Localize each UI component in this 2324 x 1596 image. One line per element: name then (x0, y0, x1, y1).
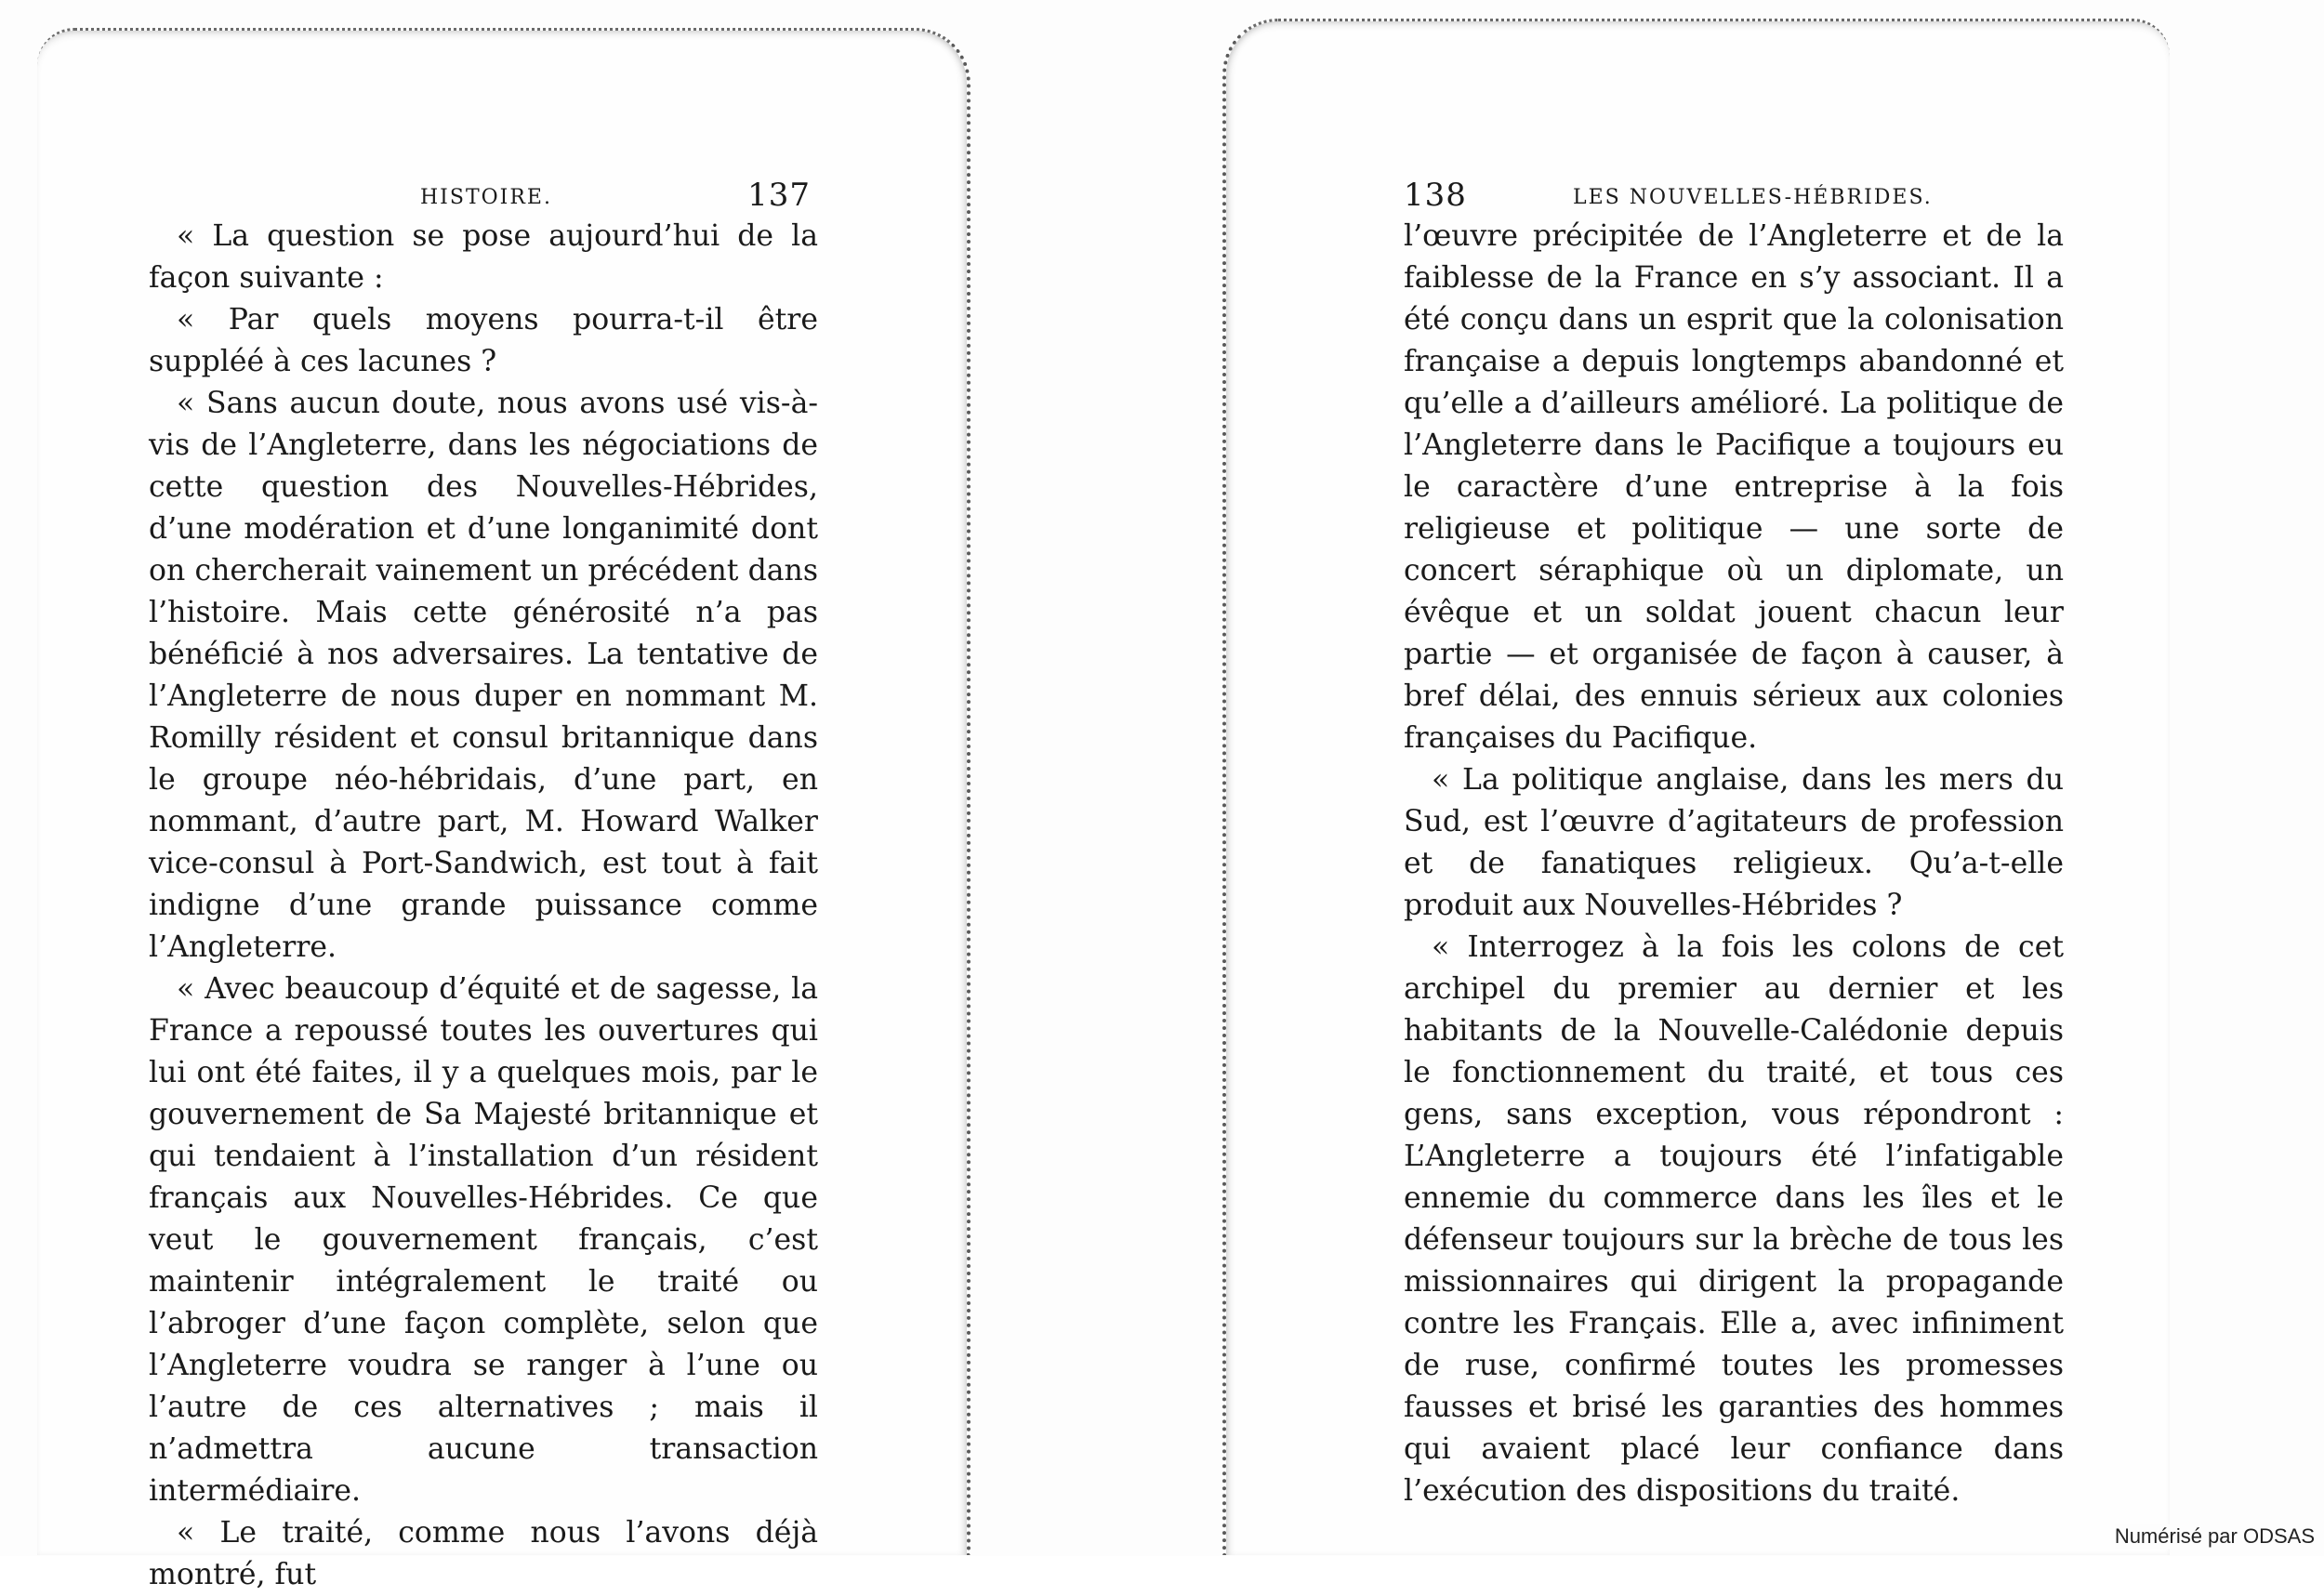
right-body-text (1404, 216, 2064, 1512)
paragraph: « La question se pose aujourd’hui de la façon suivante : (149, 219, 818, 295)
paragraph: l’œuvre précipitée de l’Angleterre et de la faiblesse de la France en s’y associant. Il a été conçu dans un esprit que la colonisation française a depuis longtemps abandonné et qu’elle a d’ailleurs amélioré. La politique de l’Angleterre dans le Pacifique a toujours eu le caractère d’une entreprise à la fois religieuse et politique — une sorte de concert séraphique où un diplomate, un évêque et un soldat jouent chacun leur partie — et organisée de façon à causer, à bref délai, des ennuis sérieux aux colonies françaises du Pacifique. (1404, 219, 2064, 755)
paragraph: « Avec beaucoup d’équité et de sagesse, la France a repoussé toutes les ouvertures qui lui ont été faites, il y a quelques mois, par le gouvernement de Sa Majesté britannique et qui tendaient à l’installation d’un résident français aux Nouvelles-Hébrides. Ce que veut le gouvernement français, c’est maintenir intégralement le traité ou l’abroger d’une façon complète, selon que l’Angleterre voudra se ranger à l’une ou l’autre de ces alternatives ; mais il n’admettra aucune transaction intermédiaire. (149, 972, 818, 1508)
left-page (149, 177, 818, 1596)
right-running-title: LES NOUVELLES-HÉBRIDES. (1573, 186, 1933, 209)
right-page (1404, 177, 2064, 1512)
left-running-head (149, 177, 818, 214)
paragraph: « Le traité, comme nous l’avons déjà montré, fut (149, 1516, 818, 1591)
left-running-title: HISTOIRE. (420, 186, 552, 209)
left-body-text (149, 216, 818, 1596)
paragraph: « Interrogez à la fois les colons de cet archipel du premier au dernier et les habitants de la Nouvelle-Calédonie depuis le fonctionnement du traité, et tous ces gens, sans exception, vous répondront : L’Angleterre a toujours été l’infatigable ennemie du commerce dans les îles et le défenseur toujours sur la brèche de tous les missionnaires qui dirigent la propagande contre les Français. Elle a, avec infiniment de ruse, confirmé toutes les promesses fausses et brisé les garanties des hommes qui avaient placé leur confiance dans l’exécution des dispositions du traité. (1404, 930, 2064, 1508)
paragraph: « La politique anglaise, dans les mers du Sud, est l’œuvre d’agitateurs de profession et de fanatiques religieux. Qu’a-t-elle produit aux Nouvelles-Hébrides ? (1404, 763, 2064, 922)
digitization-credit: Numérisé par ODSAS (2114, 1524, 2315, 1548)
right-running-head (1404, 177, 2064, 214)
right-page-number: 138 (1404, 177, 1467, 214)
paragraph: « Sans aucun doute, nous avons usé vis-à-vis de l’Angleterre, dans les négociations de cette question des Nouvelles-Hébrides, d’une modération et d’une longanimité dont on chercherait vainement un précédent dans l’histoire. Mais cette générosité n’a pas bénéficié à nos adversaires. La tentative de l’Angleterre de nous duper en nommant M. Romilly résident et consul britannique dans le groupe néo-hébridais, d’une part, en nommant, d’autre part, M. Howard Walker vice-consul à Port-Sandwich, est tout à fait indigne d’une grande puissance comme l’Angleterre. (149, 387, 818, 964)
paragraph: « Par quels moyens pourra-t-il être suppléé à ces lacunes ? (149, 303, 818, 378)
left-page-number: 137 (747, 177, 811, 214)
